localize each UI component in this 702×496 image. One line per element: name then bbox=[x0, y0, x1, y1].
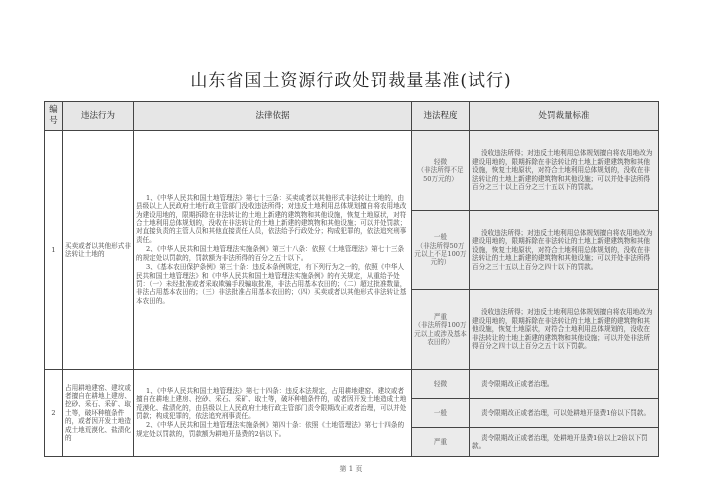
penalty-standard: 没收违法所得；对违反土地利用总体规划擅自将农用地改为建设用地的，限期拆除在非法转让的土地上新建的建筑物和其他设施，恢复土地原状，对符合土地利用总体规划的，没收在非法转让的土地上新建的建筑物和其他设施；可以并处非法所得百分之四十以上百分之五十以下罚款。 bbox=[470, 290, 659, 370]
header-basis: 法律依据 bbox=[134, 102, 412, 131]
degree-cell bbox=[412, 131, 470, 211]
basis-paragraph: 3、《基本农田保护条例》第三十条：违反本条例规定，有下列行为之一的，依照《中华人民共和国土地管理法》和《中华人民共和国土地管理法实施条例》的有关规定，从重给予处罚：（一）未经批准或者采取欺骗手段骗取批准，非法占用基本农田的；（二）超过批准数量，非法占用基本农田的；（三）非法批准占用基本农田的；（四）买卖或者以其他形式非法转让基本农田的。 bbox=[136, 263, 407, 305]
legal-basis bbox=[134, 131, 412, 370]
basis-paragraph: 1、《中华人民共和国土地管理法》第七十四条：违反本法规定，占用耕地建窑、建坟或者擅自在耕地上建房、挖砂、采石、采矿、取土等，破坏种植条件的，或者因开发土地造成土地荒漠化、盐渍化的，由县级以上人民政府土地行政主管部门责令限期改正或者治理，可以并处罚款；构成犯罪的，依法追究刑事责任。 bbox=[136, 386, 407, 420]
header-degree: 违法程度 bbox=[412, 102, 470, 131]
basis-paragraph: 1、《中华人民共和国土地管理法》第七十三条：买卖或者以其他形式非法转让土地的，由县级以上人民政府土地行政主管部门没收违法所得；对违反土地利用总体规划擅自将农用地改为建设用地的，限期拆除在非法转让的土地上新建的建筑物和其他设施，恢复土地原状，对符合土地利用总体规划的，没收在非法转让的土地上新建的建筑物和其他设施；可以并处罚款；对直接负责的主管人员和其他直接责任人员，依法给予行政处分；构成犯罪的，依法追究刑事责任。 bbox=[136, 193, 407, 244]
degree-level: 一般 bbox=[412, 399, 470, 428]
degree-level: 一般 bbox=[433, 233, 448, 242]
degree-detail: （非法所得不足50万元的） bbox=[417, 166, 464, 183]
penalty-standard: 没收违法所得；对违反土地利用总体规划擅自将农用地改为建设用地的，限期拆除在非法转让的土地上新建建筑物和其他设施，恢复土地原状，对符合土地利用总体规划的，没收在非法转让的土地上新建的建筑物和其他设施；可以并处非法所得百分之三十以上百分之三十五以下的罚款。 bbox=[470, 131, 659, 211]
degree-cell bbox=[412, 290, 470, 370]
penalty-standard: 责令限期改正或者治理，可以处耕地开垦费1倍以下罚款。 bbox=[470, 399, 659, 428]
header-row bbox=[45, 102, 659, 131]
degree-level: 轻微 bbox=[412, 370, 470, 399]
violation-act: 买卖或者以其他形式非法转让土地的 bbox=[63, 131, 134, 370]
page-footer: 第 1 页 bbox=[339, 465, 363, 473]
degree-level: 严重 bbox=[433, 312, 448, 321]
penalty-standard: 责令限期改正或者治理。 bbox=[470, 370, 659, 399]
row-number: 2 bbox=[45, 370, 63, 457]
header-act: 违法行为 bbox=[63, 102, 134, 131]
violation-act: 占用耕地建窑、建坟或者擅自在耕地上建房、挖砂、采石、采矿、取土等，破坏种植条件的，或者因开发土地造成土地荒漠化、盐渍化的 bbox=[63, 370, 134, 457]
legal-basis bbox=[134, 370, 412, 457]
basis-paragraph: 2、《中华人民共和国土地管理法实施条例》第三十八条：依照《土地管理法》第七十三条的规定处以罚款的，罚款额为非法所得的百分之五十以下。 bbox=[136, 245, 405, 262]
basis-paragraph: 2、《中华人民共和国土地管理法实施条例》第四十条：依照《土地管理法》第七十四条的规定处以罚款的，罚款额为耕地开垦费的2倍以下。 bbox=[136, 421, 405, 438]
row-number: 1 bbox=[45, 131, 63, 370]
header-no: 编号 bbox=[45, 102, 63, 131]
table-row bbox=[45, 370, 659, 399]
degree-cell bbox=[412, 211, 470, 290]
degree-level: 轻微 bbox=[433, 157, 448, 166]
degree-detail: （非法所得50万元以上不足100万元的） bbox=[414, 241, 467, 267]
header-standard: 处罚裁量标准 bbox=[470, 102, 659, 131]
penalty-standard: 责令限期改正或者治理，处耕地开垦费1倍以上2倍以下罚款。 bbox=[470, 428, 659, 457]
table-row bbox=[45, 131, 659, 211]
page-title: 山东省国土资源行政处罚裁量基准(试行) bbox=[190, 71, 512, 91]
penalty-standard: 没收违法所得；对违反土地利用总体规划擅自将农用地改为建设用地的，限期拆除在非法转让的土地上新建建筑物和其他设施，恢复土地原状，对符合土地利用总体规划的，没收在非法转让的土地上新建的建筑物和其他设施；可以并处非法所得百分之三十五以上百分之四十以下的罚款。 bbox=[470, 211, 659, 290]
degree-level: 严重 bbox=[412, 428, 470, 457]
degree-detail: （非法所得100万元以上或涉及基本农田的） bbox=[414, 321, 467, 346]
penalty-table bbox=[44, 101, 659, 457]
